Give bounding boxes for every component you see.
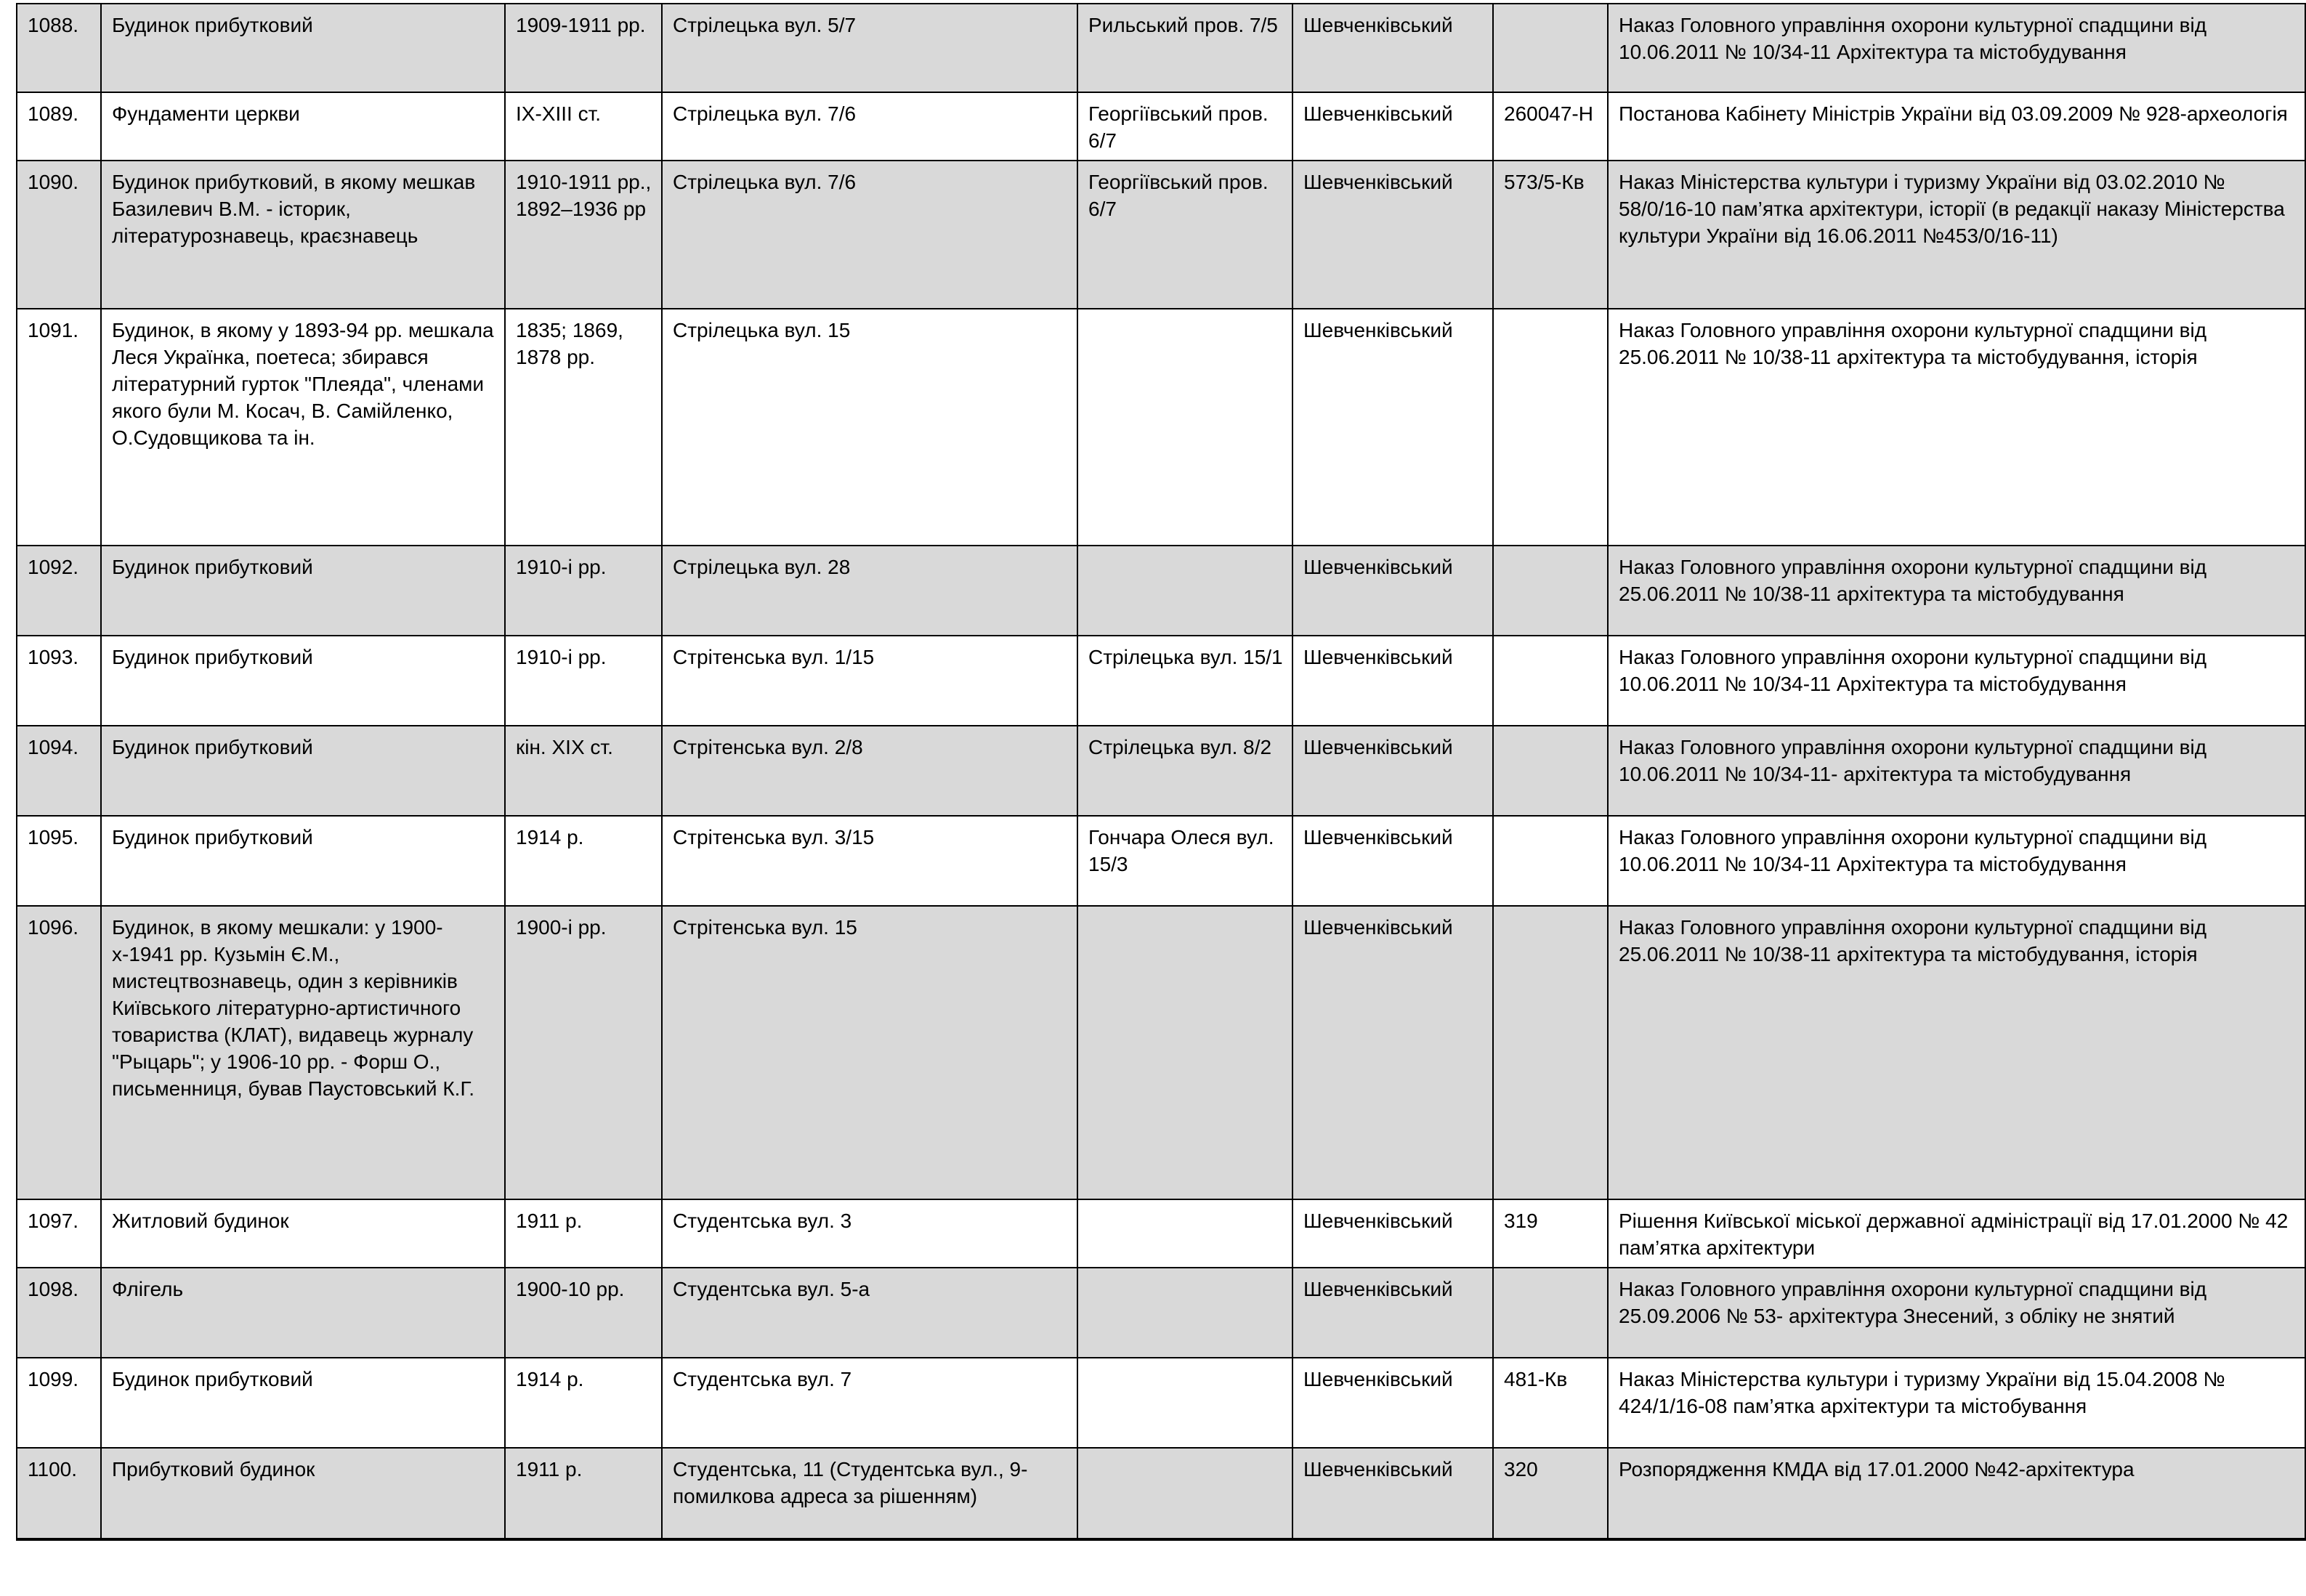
district-cell: Шевченківський — [1292, 816, 1493, 906]
protection-number-cell — [1493, 4, 1608, 92]
legal-document-cell: Наказ Головного управління охорони культурної спадщини від 10.06.2011 № 10/34-11 Архітектура та містобудування — [1608, 636, 2305, 726]
legal-document-cell: Розпорядження КМДА від 17.01.2000 №42-архітектура — [1608, 1448, 2305, 1539]
legal-document-cell: Наказ Головного управління охорони культурної спадщини від 10.06.2011 № 10/34-11 Архітектура та містобудування — [1608, 4, 2305, 92]
legal-document-cell: Постанова Кабінету Міністрів України від 03.09.2009 № 928-археологія — [1608, 92, 2305, 161]
dating-cell: 1910-і рр. — [505, 636, 662, 726]
dating-cell: 1909-1911 рр. — [505, 4, 662, 92]
table-row — [17, 1358, 2305, 1448]
alt-address-cell — [1077, 309, 1292, 546]
dating-cell: кін. XIX ст. — [505, 726, 662, 816]
legal-document-cell: Наказ Міністерства культури і туризму України від 15.04.2008 № 424/1/16-08 пам’ятка архітектури та містобування — [1608, 1358, 2305, 1448]
alt-address-cell — [1077, 546, 1292, 636]
table-row — [17, 1268, 2305, 1358]
legal-document-cell: Наказ Головного управління охорони культурної спадщини від 25.09.2006 № 53- архітектура Знесений, з обліку не знятий — [1608, 1268, 2305, 1358]
legal-document-cell: Рішення Київської міської державної адміністрації від 17.01.2000 № 42 пам’ятка архітектури — [1608, 1199, 2305, 1268]
table-row — [17, 309, 2305, 546]
row-number-cell: 1097. — [17, 1199, 101, 1268]
protection-number-cell — [1493, 1268, 1608, 1358]
address-cell: Стрітенська вул. 3/15 — [662, 816, 1077, 906]
object-name-cell: Будинок прибутковий — [101, 4, 505, 92]
row-number-cell: 1091. — [17, 309, 101, 546]
district-cell: Шевченківський — [1292, 1268, 1493, 1358]
legal-document-cell: Наказ Головного управління охорони культурної спадщини від 25.06.2011 № 10/38-11 архітектура та містобудування, історія — [1608, 906, 2305, 1199]
row-number-cell: 1089. — [17, 92, 101, 161]
protection-number-cell: 573/5-Кв — [1493, 161, 1608, 309]
district-cell: Шевченківський — [1292, 1199, 1493, 1268]
alt-address-cell: Рильський пров. 7/5 — [1077, 4, 1292, 92]
alt-address-cell — [1077, 1448, 1292, 1539]
alt-address-cell — [1077, 1268, 1292, 1358]
district-cell: Шевченківський — [1292, 906, 1493, 1199]
dating-cell: 1911 р. — [505, 1448, 662, 1539]
protection-number-cell: 260047-Н — [1493, 92, 1608, 161]
protection-number-cell: 320 — [1493, 1448, 1608, 1539]
table-row — [17, 92, 2305, 161]
address-cell: Студентська вул. 5-а — [662, 1268, 1077, 1358]
district-cell: Шевченківський — [1292, 161, 1493, 309]
legal-document-cell: Наказ Головного управління охорони культурної спадщини від 25.06.2011 № 10/38-11 архітектура та містобудування — [1608, 546, 2305, 636]
district-cell: Шевченківський — [1292, 4, 1493, 92]
dating-cell: 1835; 1869, 1878 рр. — [505, 309, 662, 546]
district-cell: Шевченківський — [1292, 546, 1493, 636]
district-cell: Шевченківський — [1292, 726, 1493, 816]
protection-number-cell: 319 — [1493, 1199, 1608, 1268]
table-row — [17, 726, 2305, 816]
dating-cell: 1910-і рр. — [505, 546, 662, 636]
address-cell: Стрітенська вул. 1/15 — [662, 636, 1077, 726]
object-name-cell: Прибутковий будинок — [101, 1448, 505, 1539]
object-name-cell: Флігель — [101, 1268, 505, 1358]
address-cell: Стрілецька вул. 15 — [662, 309, 1077, 546]
table-row — [17, 1448, 2305, 1539]
table-row — [17, 161, 2305, 309]
table-row — [17, 906, 2305, 1199]
row-number-cell: 1093. — [17, 636, 101, 726]
object-name-cell: Будинок прибутковий, в якому мешкав Базилевич В.М. - історик, літературознавець, краєзнавець — [101, 161, 505, 309]
dating-cell: 1900-10 рр. — [505, 1268, 662, 1358]
dating-cell: 1910-1911 рр., 1892–1936 рр — [505, 161, 662, 309]
legal-document-cell: Наказ Головного управління охорони культурної спадщини від 10.06.2011 № 10/34-11- архітектура та містобудування — [1608, 726, 2305, 816]
object-name-cell: Будинок, в якому мешкали: у 1900-х-1941 рр. Кузьмін Є.М., мистецтвознавець, один з керівників Київського літературно-артистичного товариства (КЛАТ), видавець журналу "Рыцарь"; у 1906-10 рр. - Форш О., письменниця, бував Паустовський К.Г. — [101, 906, 505, 1199]
table-body — [17, 4, 2305, 1539]
object-name-cell: Фундаменти церкви — [101, 92, 505, 161]
protection-number-cell — [1493, 726, 1608, 816]
address-cell: Стрілецька вул. 5/7 — [662, 4, 1077, 92]
legal-document-cell: Наказ Головного управління охорони культурної спадщини від 10.06.2011 № 10/34-11 Архітектура та містобудування — [1608, 816, 2305, 906]
address-cell: Стрілецька вул. 7/6 — [662, 92, 1077, 161]
dating-cell: IX-XIII ст. — [505, 92, 662, 161]
row-number-cell: 1099. — [17, 1358, 101, 1448]
object-name-cell: Будинок прибутковий — [101, 546, 505, 636]
protection-number-cell — [1493, 906, 1608, 1199]
legal-document-cell: Наказ Головного управління охорони культурної спадщини від 25.06.2011 № 10/38-11 архітектура та містобудування, історія — [1608, 309, 2305, 546]
alt-address-cell: Стрілецька вул. 8/2 — [1077, 726, 1292, 816]
address-cell: Стрілецька вул. 28 — [662, 546, 1077, 636]
address-cell: Студентська вул. 3 — [662, 1199, 1077, 1268]
table-row — [17, 4, 2305, 92]
alt-address-cell: Георгіївський пров. 6/7 — [1077, 161, 1292, 309]
alt-address-cell: Георгіївський пров. 6/7 — [1077, 92, 1292, 161]
address-cell: Студентська вул. 7 — [662, 1358, 1077, 1448]
alt-address-cell — [1077, 1199, 1292, 1268]
dating-cell: 1911 р. — [505, 1199, 662, 1268]
district-cell: Шевченківський — [1292, 1358, 1493, 1448]
table-row — [17, 546, 2305, 636]
district-cell: Шевченківський — [1292, 636, 1493, 726]
row-number-cell: 1090. — [17, 161, 101, 309]
district-cell: Шевченківський — [1292, 1448, 1493, 1539]
row-number-cell: 1096. — [17, 906, 101, 1199]
alt-address-cell: Гончара Олеся вул. 15/3 — [1077, 816, 1292, 906]
row-number-cell: 1092. — [17, 546, 101, 636]
row-number-cell: 1095. — [17, 816, 101, 906]
alt-address-cell — [1077, 1358, 1292, 1448]
protection-number-cell — [1493, 309, 1608, 546]
dating-cell: 1914 р. — [505, 1358, 662, 1448]
table-row — [17, 1199, 2305, 1268]
protection-number-cell: 481-Кв — [1493, 1358, 1608, 1448]
object-name-cell: Будинок прибутковий — [101, 1358, 505, 1448]
address-cell: Студентська, 11 (Студентська вул., 9-помилкова адреса за рішенням) — [662, 1448, 1077, 1539]
address-cell: Стрітенська вул. 15 — [662, 906, 1077, 1199]
monuments-register-table — [16, 3, 2306, 1541]
address-cell: Стрітенська вул. 2/8 — [662, 726, 1077, 816]
object-name-cell: Будинок, в якому у 1893-94 рр. мешкала Леся Українка, поетеса; збирався літературний гурток "Плеяда", членами якого були М. Косач, В. Самійленко, О.Судовщикова та ін. — [101, 309, 505, 546]
object-name-cell: Будинок прибутковий — [101, 636, 505, 726]
table-row — [17, 636, 2305, 726]
protection-number-cell — [1493, 546, 1608, 636]
table-row — [17, 816, 2305, 906]
address-cell: Стрілецька вул. 7/6 — [662, 161, 1077, 309]
row-number-cell: 1094. — [17, 726, 101, 816]
district-cell: Шевченківський — [1292, 92, 1493, 161]
row-number-cell: 1100. — [17, 1448, 101, 1539]
protection-number-cell — [1493, 636, 1608, 726]
district-cell: Шевченківський — [1292, 309, 1493, 546]
object-name-cell: Житловий будинок — [101, 1199, 505, 1268]
alt-address-cell: Стрілецька вул. 15/1 — [1077, 636, 1292, 726]
dating-cell: 1900-і рр. — [505, 906, 662, 1199]
alt-address-cell — [1077, 906, 1292, 1199]
dating-cell: 1914 р. — [505, 816, 662, 906]
row-number-cell: 1098. — [17, 1268, 101, 1358]
protection-number-cell — [1493, 816, 1608, 906]
row-number-cell: 1088. — [17, 4, 101, 92]
object-name-cell: Будинок прибутковий — [101, 816, 505, 906]
object-name-cell: Будинок прибутковий — [101, 726, 505, 816]
legal-document-cell: Наказ Міністерства культури і туризму України від 03.02.2010 № 58/0/16-10 пам’ятка архітектури, історії (в редакції наказу Міністерства культури України від 16.06.2011 №453/0/16-11) — [1608, 161, 2305, 309]
